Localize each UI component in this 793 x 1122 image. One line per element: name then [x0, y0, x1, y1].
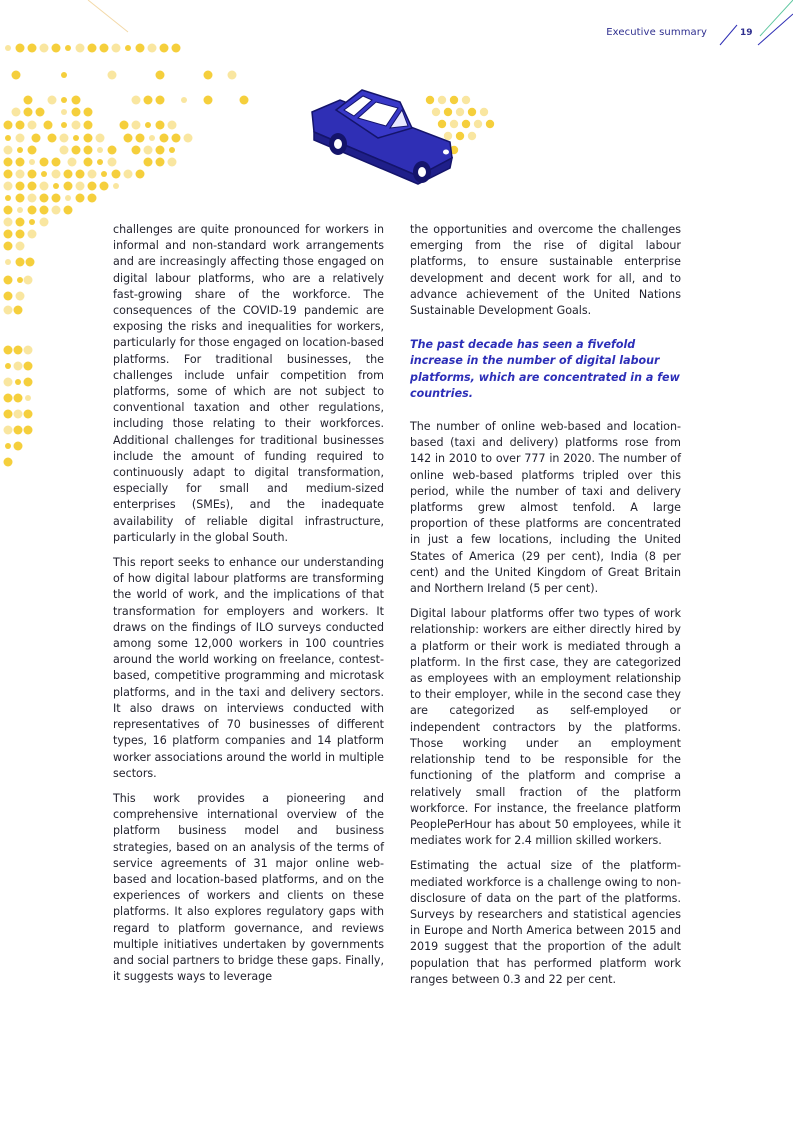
- decorative-dot: [16, 230, 25, 239]
- decorative-dot: [480, 108, 488, 116]
- decorative-dot: [16, 194, 25, 203]
- decorative-dot: [462, 120, 470, 128]
- decorative-dot: [12, 71, 21, 80]
- decorative-dot: [76, 44, 85, 53]
- decorative-dot: [12, 108, 21, 117]
- decorative-dot: [468, 108, 476, 116]
- decorative-dot: [14, 410, 23, 419]
- decorative-dot: [40, 158, 49, 167]
- decorative-dot: [88, 170, 97, 179]
- decorative-dot: [4, 410, 13, 419]
- decorative-dot: [61, 122, 67, 128]
- decorative-dot: [160, 134, 169, 143]
- left-paragraph-2: This report seeks to enhance our understanding of how digital labour platforms are transforming the world of work, and the implications of that transformation for employers and workers. It draws on the findings of ILO surveys conducted among some 12,000 workers in 100 countries around the world working on freelance, contest-based, competitive programming and microtask platforms, and in the taxi and delivery sectors. It also draws on interviews conducted with representatives of 70 businesses of different types, 16 platform companies and 14 platform worker associations around the world in multiple sectors.: [113, 556, 384, 780]
- decorative-dot: [88, 194, 97, 203]
- decorative-dot: [14, 346, 23, 355]
- section-title: Executive summary: [606, 27, 707, 38]
- decorative-dot: [101, 171, 107, 177]
- decorative-dot: [72, 146, 81, 155]
- decorative-dot: [65, 195, 71, 201]
- decorative-dot: [4, 426, 13, 435]
- decorative-dot: [17, 147, 23, 153]
- decorative-dot: [125, 45, 131, 51]
- page-number: 19: [740, 28, 753, 38]
- decorative-dot: [24, 108, 33, 117]
- decorative-dot: [14, 426, 23, 435]
- decorative-dot: [84, 108, 93, 117]
- decorative-dot: [172, 44, 181, 53]
- decorative-dot: [132, 121, 141, 130]
- car-icon: [300, 80, 460, 190]
- decorative-dot: [4, 230, 13, 239]
- decorative-dot: [53, 183, 59, 189]
- decorative-dot: [5, 45, 11, 51]
- decorative-dot: [52, 158, 61, 167]
- decorative-dot: [76, 194, 85, 203]
- decorative-dot: [108, 71, 117, 80]
- decorative-dot: [16, 158, 25, 167]
- decorative-dot: [5, 363, 11, 369]
- decorative-dot: [96, 134, 105, 143]
- decorative-dot: [36, 108, 45, 117]
- decorative-dot: [24, 96, 33, 105]
- decorative-dot: [76, 170, 85, 179]
- decorative-dot: [4, 458, 13, 467]
- decorative-dot: [132, 96, 141, 105]
- decorative-dot: [32, 134, 41, 143]
- decorative-dot: [108, 146, 117, 155]
- decorative-dot: [40, 218, 49, 227]
- decorative-dot: [17, 207, 23, 213]
- header-decoration: [700, 0, 793, 50]
- decorative-dot: [84, 121, 93, 130]
- decorative-dot: [28, 170, 37, 179]
- decorative-dot: [97, 159, 103, 165]
- decorative-dot: [40, 44, 49, 53]
- decorative-dot: [60, 146, 69, 155]
- decorative-dot: [4, 158, 13, 167]
- decorative-dot: [40, 182, 49, 191]
- decorative-dot: [40, 206, 49, 215]
- decorative-dot: [28, 44, 37, 53]
- right-paragraph-3: Estimating the actual size of the platform-mediated workforce is a challenge owing to non-disclosure of data on the part of the platforms. Surveys by researchers and statistical agencies in Europe and North America between 2015 and 2019 suggest that the proportion of the adult population that has performed platform work ranges between 0.3 and 22 per cent.: [410, 859, 681, 986]
- decorative-dot: [40, 194, 49, 203]
- decorative-dot: [28, 206, 37, 215]
- decorative-dot: [68, 158, 77, 167]
- decorative-dot: [72, 121, 81, 130]
- decorative-dot: [76, 182, 85, 191]
- decorative-dot: [136, 134, 145, 143]
- decorative-dot: [52, 206, 61, 215]
- left-paragraph-1: challenges are quite pronounced for workers in informal and non-standard work arrangements and are increasingly affecting those engaged on digital labour platforms, who are a relatively fast-growing share of the workforce. The consequences of the COVID-19 pandemic are exposing the risks and inequalities for workers, particularly for those engaged on location-based platforms. For traditional businesses, the challenges include unfair competition from platforms, some of which are not subject to conventional taxation and other regulations, including those relating to their workforces. Additional challenges for traditional businesses include the amount of funding required to continuously adapt to digital transformation, especially for small and medium-sized enterprises (SMEs), and the inadequate availability of reliable digital infrastructure, particularly in the global South.: [113, 223, 384, 544]
- decorative-dot: [29, 219, 35, 225]
- decorative-dot: [5, 195, 11, 201]
- decorative-dot: [486, 120, 494, 128]
- decorative-dot: [124, 134, 133, 143]
- decorative-dot: [100, 182, 109, 191]
- decorative-dot: [228, 71, 237, 80]
- decorative-dot: [156, 71, 165, 80]
- decorative-dot: [4, 146, 13, 155]
- decorative-dot: [156, 146, 165, 155]
- decorative-dot: [4, 182, 13, 191]
- decorative-dot: [24, 410, 33, 419]
- decorative-dot: [4, 306, 13, 315]
- decorative-dot: [16, 182, 25, 191]
- decorative-dot: [65, 45, 71, 51]
- decorative-dot: [14, 362, 23, 371]
- decorative-dot: [148, 44, 157, 53]
- decorative-dot: [4, 394, 13, 403]
- decorative-dot: [28, 230, 37, 239]
- decorative-dot: [4, 292, 13, 301]
- decorative-dot: [61, 72, 67, 78]
- decorative-dot: [4, 170, 13, 179]
- left-paragraph-3: This work provides a pioneering and comprehensive international overview of the platform business model and business strategies, based on an analysis of the terms of service agreements of 31 major online web-based and location-based platforms, and on the experiences of workers and clients on these platforms. It also explores regulatory gaps with regard to platform governance, and reviews multiple initiatives undertaken by governments and social partners to bridge these gaps. Finally, it suggests ways to leverage: [113, 791, 384, 984]
- decorative-dot: [168, 158, 177, 167]
- decorative-dot: [4, 346, 13, 355]
- decorative-dot: [16, 292, 25, 301]
- decorative-dot: [16, 258, 25, 267]
- decorative-dot: [136, 44, 145, 53]
- decorative-dot: [48, 96, 57, 105]
- decorative-dot: [29, 159, 35, 165]
- decorative-dot: [52, 44, 61, 53]
- decorative-dot: [145, 122, 151, 128]
- decorative-dot: [73, 135, 79, 141]
- key-finding-highlight: The past decade has seen a fivefold increase in the number of digital labour platforms, which are concentrated in a few countries.: [410, 338, 680, 400]
- decorative-dot: [25, 395, 31, 401]
- decorative-dot: [4, 218, 13, 227]
- decorative-dot: [16, 134, 25, 143]
- left-column: [113, 222, 384, 994]
- decorative-dot: [169, 147, 175, 153]
- right-intro-paragraph: the opportunities and overcome the challenges emerging from the rise of digital labour platforms, to ensure sustainable enterprise development and decent work for all, and to advance achievement of the United Nations Sustainable Development Goals.: [410, 223, 681, 318]
- decorative-dot: [41, 171, 47, 177]
- decorative-dot: [72, 108, 81, 117]
- decorative-dot: [64, 170, 73, 179]
- decorative-dot: [168, 121, 177, 130]
- decorative-dot: [156, 121, 165, 130]
- decorative-dot: [144, 158, 153, 167]
- decorative-dot: [44, 121, 53, 130]
- right-column: [410, 222, 681, 997]
- decorative-dot: [26, 258, 35, 267]
- decorative-dot: [16, 218, 25, 227]
- decorative-dot: [64, 206, 73, 215]
- decorative-dot: [16, 121, 25, 130]
- decorative-dot: [61, 109, 67, 115]
- decorative-dot: [84, 146, 93, 155]
- decorative-dot: [16, 44, 25, 53]
- decorative-dot: [240, 96, 249, 105]
- decorative-dot: [462, 96, 470, 104]
- decorative-dot: [28, 146, 37, 155]
- decorative-dot: [156, 96, 165, 105]
- decorative-dot: [97, 147, 103, 153]
- decorative-dot: [204, 96, 213, 105]
- decorative-dot: [184, 134, 193, 143]
- decorative-dot: [14, 442, 23, 451]
- decorative-dot: [84, 158, 93, 167]
- decorative-dot: [14, 394, 23, 403]
- decorative-dot: [160, 44, 169, 53]
- decorative-dot: [4, 378, 13, 387]
- decorative-dot: [64, 182, 73, 191]
- right-paragraph-2: Digital labour platforms offer two types of work relationship: workers are either directly hired by a platform or their work is mediated through a platform. In the first case, they are categorized as employees with an employment relationship to their employer, while in the second case they are categorized as self-employed or independent contractors by the platforms. Those working under an employment relationship tend to be responsible for the functioning of the platform and comprise a relatively small fraction of the platform workforce. For instance, the freelance platform PeoplePerHour has about 50 employees, while it mediates work for 2.4 million skilled workers.: [410, 607, 681, 848]
- decorative-dot: [61, 97, 67, 103]
- decorative-dot: [204, 71, 213, 80]
- decorative-dot: [112, 170, 121, 179]
- decorative-dot: [4, 121, 13, 130]
- decorative-dot: [120, 121, 129, 130]
- decorative-dot: [468, 132, 476, 140]
- decorative-dot: [136, 170, 145, 179]
- decorative-dot: [5, 135, 11, 141]
- decorative-dot: [144, 96, 153, 105]
- decorative-dot: [24, 378, 33, 387]
- decorative-dot: [28, 194, 37, 203]
- decorative-dot: [4, 276, 13, 285]
- decorative-dot: [24, 362, 33, 371]
- decorative-dot: [60, 134, 69, 143]
- decorative-dot: [132, 146, 141, 155]
- decorative-dot: [5, 443, 11, 449]
- decorative-dot: [113, 183, 119, 189]
- decorative-dot: [88, 44, 97, 53]
- decorative-dot: [474, 120, 482, 128]
- decorative-dot: [24, 346, 33, 355]
- decorative-dot: [15, 379, 21, 385]
- decorative-dot: [5, 259, 11, 265]
- decorative-dot: [24, 426, 33, 435]
- decorative-dot: [156, 158, 165, 167]
- decorative-dot: [149, 135, 155, 141]
- decorative-dot: [52, 194, 61, 203]
- decorative-dot: [84, 134, 93, 143]
- decorative-dot: [112, 44, 121, 53]
- decorative-dot: [4, 206, 13, 215]
- decorative-dot: [48, 134, 57, 143]
- decorative-dot: [100, 44, 109, 53]
- decorative-dot: [144, 146, 153, 155]
- decorative-dot: [52, 170, 61, 179]
- decorative-dot: [172, 134, 181, 143]
- decorative-dot: [24, 276, 33, 285]
- decorative-dot: [14, 306, 23, 315]
- decorative-dot: [88, 182, 97, 191]
- decorative-dot: [72, 96, 81, 105]
- decorative-dot: [28, 121, 37, 130]
- decorative-dot: [16, 242, 25, 251]
- decorative-dot: [4, 242, 13, 251]
- right-paragraph-1: The number of online web-based and location-based (taxi and delivery) platforms rose from 142 in 2010 to over 777 in 2020. The number of online web-based platforms tripled over this period, while the number of taxi and delivery platforms grew almost tenfold. A large proportion of these platforms are concentrated in just a few locations, including the United States of America (29 per cent), India (8 per cent) and the United Kingdom of Great Britain and Northern Ireland (5 per cent).: [410, 420, 681, 596]
- decorative-dot: [17, 277, 23, 283]
- decorative-dot: [28, 182, 37, 191]
- decorative-dot: [124, 170, 133, 179]
- decorative-dot: [181, 97, 187, 103]
- decorative-dot: [108, 158, 117, 167]
- decorative-dot: [16, 170, 25, 179]
